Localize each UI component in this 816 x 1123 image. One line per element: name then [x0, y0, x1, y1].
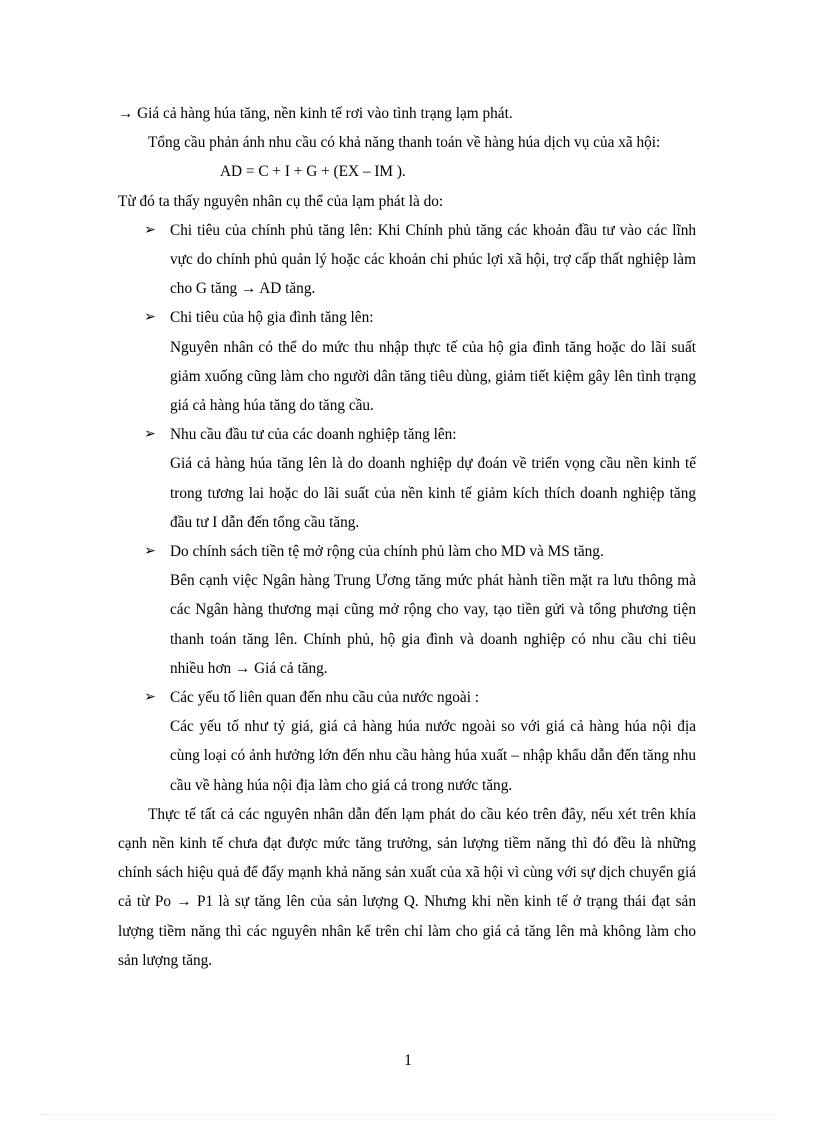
- bullet-body: Giá cả hàng húa tăng lên là do doanh nghiệp dự đoán về triển vọng cầu nền kinh tế trong tương lai hoặc do lãi suất của nền kinh tế giảm kích thích doanh nghiệp tăng đầu tư I dẫn đến tổng cầu tăng.: [170, 455, 696, 531]
- arrow-bullet-icon: ➢: [144, 426, 156, 443]
- bullet-title: Nhu cầu đầu tư của các doanh nghiệp tăng lên:: [170, 426, 457, 444]
- bullet-government-spending: [118, 216, 696, 304]
- bullet-title: Do chính sách tiền tệ mở rộng của chính phủ làm cho MD và MS tăng.: [170, 543, 604, 561]
- bullet-body: Bên cạnh việc Ngân hàng Trung Ương tăng mức phát hành tiền mặt ra lưu thông mà các Ngân hàng thương mại cũng mở rộng cho vay, tạo tiền gửi và tổng phương tiện thanh toán tăng lên. Chính phủ, hộ gia đình và doanh nghiệp có nhu cầu chi tiêu nhiều hơn → Giá cả tăng.: [170, 572, 696, 677]
- bullet-business-investment: [118, 420, 696, 449]
- causes-intro: Từ đó ta thấy nguyên nhân cụ thể của lạm phát là do:: [118, 192, 444, 210]
- arrow-bullet-icon: ➢: [144, 309, 156, 326]
- bullet-foreign-demand: [118, 683, 696, 712]
- intro-line: → Giá cả hàng húa tăng, nền kinh tế rơi vào tình trạng lạm phát.: [118, 105, 513, 122]
- conclusion-paragraph: Thực tế tất cả các nguyên nhân dẫn đến lạm phát do cầu kéo trên đây, nếu xét trên khía cạnh nền kinh tế chưa đạt được mức tăng trưởng, sản lượng tiềm năng thì đó đều là những chính sách hiệu quả để đẩy mạnh khả năng sản xuất của xã hội vì cùng với sự dịch chuyển giá cả từ Po → P1 là sự tăng lên của sản lượng Q. Nhưng khi nền kinh tế ở trạng thái đạt sản lượng tiềm năng thì các nguyên nhân kể trên chỉ làm cho giá cả tăng lên mà không làm cho sản lượng tăng.: [118, 805, 696, 969]
- page-bottom-divider: [40, 1114, 776, 1115]
- bullet-monetary-policy: [118, 537, 696, 566]
- arrow-bullet-icon: ➢: [144, 221, 156, 238]
- aggregate-demand-formula: AD = C + I + G + (EX – IM ).: [220, 163, 406, 181]
- bullet-title: Chi tiêu của chính phủ tăng lên: Khi Chính phủ tăng các khoản đầu tư vào các lĩnh vực do chính phủ quản lý hoặc các khoản chi phúc lợi xã hội, trợ cấp thất nghiệp làm cho G tăng → AD tăng.: [170, 221, 696, 298]
- bullet-title: Các yếu tố liên quan đến nhu cầu của nước ngoài :: [170, 689, 480, 707]
- bullet-body: Các yếu tố như tỷ giá, giá cả hàng húa nước ngoài so với giá cả hàng húa nội địa cùng loại có ảnh hưởng lớn đến nhu cầu hàng húa xuất – nhập khẩu dẫn đến tăng nhu cầu về hàng húa nội địa làm cho giá cả trong nước tăng.: [170, 718, 696, 794]
- bullet-body: Nguyên nhân có thể do mức thu nhập thực tế của hộ gia đình tăng hoặc do lãi suất giảm xuống cũng làm cho người dân tăng tiêu dùng, giảm tiết kiệm gây lên tình trạng giá cả hàng húa tăng do tăng cầu.: [170, 338, 696, 415]
- arrow-bullet-icon: ➢: [144, 543, 156, 560]
- document-body: [118, 99, 696, 975]
- page-number: 1: [404, 1052, 412, 1069]
- bullet-household-spending: [118, 303, 696, 332]
- arrow-bullet-icon: ➢: [144, 689, 156, 706]
- aggregate-demand-paragraph: Tổng cầu phản ánh nhu cầu có khả năng thanh toán về hàng húa dịch vụ của xã hội:: [148, 134, 661, 152]
- bullet-title: Chi tiêu của hộ gia đình tăng lên:: [170, 309, 374, 327]
